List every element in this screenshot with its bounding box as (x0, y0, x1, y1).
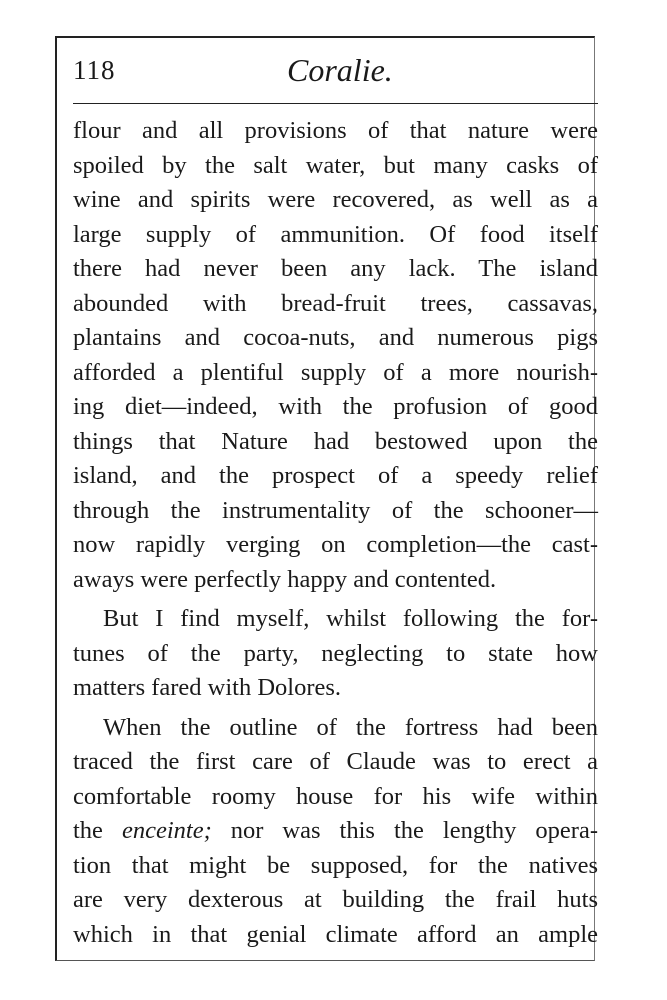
text-line: plantains and cocoa-nuts, and numerous pigs (73, 324, 598, 351)
text-line: afforded a plentiful supply of a more nourish- (73, 358, 598, 386)
text-line: through the instrumentality of the schooner— (73, 496, 598, 524)
text-line: tunes of the party, neglecting to state how (73, 639, 598, 667)
text-line: wine and spirits were recovered, as well as a (73, 186, 598, 213)
paragraph (73, 114, 598, 597)
text-line: When the outline of the fortress had been (103, 713, 598, 741)
text-line: large supply of ammunition. Of food itself (73, 220, 598, 248)
text-line: But I find myself, whilst following the for- (103, 605, 598, 632)
body-text (73, 114, 598, 952)
text-line: which in that genial climate afford an ample (73, 920, 598, 948)
text-line: tion that might be supposed, for the natives (73, 851, 598, 879)
text-line: spoiled by the salt water, but many casks of (73, 151, 598, 179)
text-line: flour and all provisions of that nature were (73, 117, 598, 144)
text-line (73, 814, 598, 849)
text-line: are very dexterous at building the frail huts (73, 886, 598, 913)
text-line: there had never been any lack. The island (73, 255, 598, 282)
text-line: comfortable roomy house for his wife within (73, 782, 598, 810)
text-line: matters fared with Dolores. (73, 674, 342, 701)
running-title: Coralie. (287, 52, 393, 88)
text-line: traced the first care of Claude was to erect a (73, 748, 598, 775)
running-head (73, 52, 598, 92)
italic-term: enceinte; (121, 817, 212, 844)
text-segment: the (73, 817, 122, 844)
text-line: things that Nature had bestowed upon the (73, 427, 598, 455)
paragraph (73, 711, 598, 953)
text-line: aways were perfectly happy and contented. (73, 565, 497, 593)
text-line: island, and the prospect of a speedy relief (73, 462, 598, 489)
text-segment: nor was this the lengthy opera- (211, 817, 598, 844)
page-number: 118 (73, 55, 116, 85)
header-rule (73, 103, 598, 104)
paragraph (73, 602, 598, 706)
text-line: now rapidly verging on completion—the cast- (73, 531, 598, 558)
text-line: ing diet—indeed, with the profusion of good (73, 393, 598, 420)
text-line: abounded with bread-fruit trees, cassavas, (73, 289, 598, 317)
